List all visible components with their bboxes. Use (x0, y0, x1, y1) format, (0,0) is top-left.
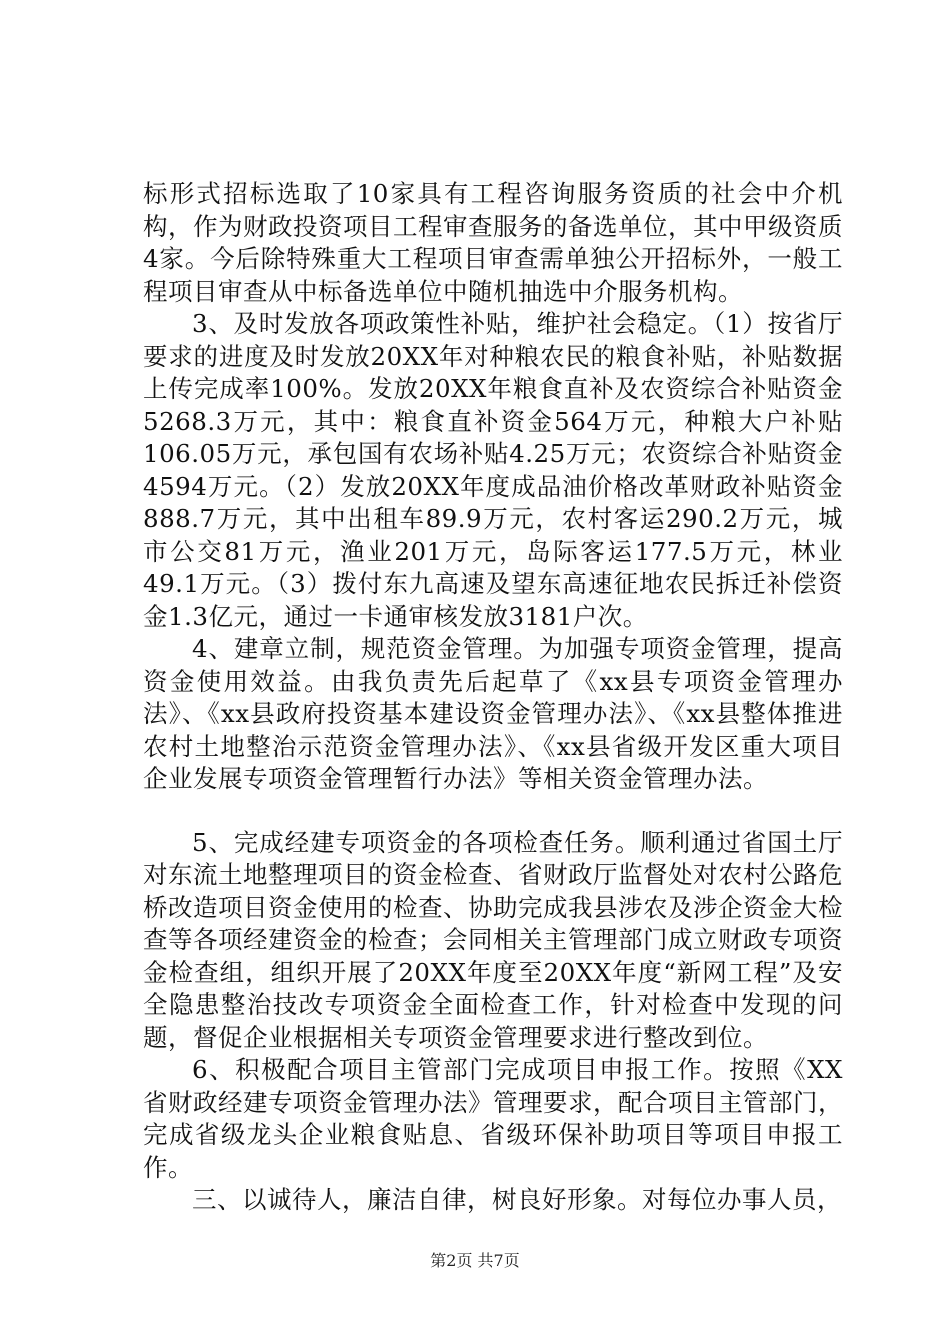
paragraph-continuation: 标形式招标选取了10家具有工程咨询服务资质的社会中介机构，作为财政投资项目工程审查服务的备选单位，其中甲级资质4家。今后除特殊重大工程项目审查需单独公开招标外，一般工程项目审查从中标备选单位中随机抽选中介服务机构。 (143, 179, 843, 306)
page-number-footer: 第2页 共7页 (430, 1251, 520, 1270)
paragraph-section-3: 三、以诚待人，廉洁自律，树良好形象。对每位办事人员， (192, 1185, 842, 1214)
paragraph-item-3: 3、及时发放各项政策性补贴，维护社会稳定。（1）按省厅要求的进度及时发放20XX年对种粮农民的粮食补贴，补贴数据上传完成率100%。发放20XX年粮食直补及农资综合补贴资金5268.3万元，其中：粮食直补资金564万元，种粮大户补贴106.05万元，承包国有农场补贴4.25万元；农资综合补贴资金4594万元。（2）发放20XX年度成品油价格改革财政补贴资金888.7万元，其中出租车89.9万元，农村客运290.2万元，城市公交81万元，渔业201万元，岛际客运177.5万元，林业49.1万元。（3）拨付东九高速及望东高速征地农民拆迁补偿资金1.3亿元，通过一卡通审核发放3181户次。 (143, 309, 843, 631)
paragraph-item-6: 6、积极配合项目主管部门完成项目申报工作。按照《XX省财政经建专项资金管理办法》管理要求，配合项目主管部门，完成省级龙头企业粮食贴息、省级环保补助项目等项目申报工作。 (143, 1055, 843, 1182)
document-body (143, 178, 843, 1217)
paragraph-item-4: 4、建章立制，规范资金管理。为加强专项资金管理，提高资金使用效益。由我负责先后起草了《xx县专项资金管理办法》、《xx县政府投资基本建设资金管理办法》、《xx县整体推进农村土地整治示范资金管理办法》、《xx县省级开发区重大项目企业发展专项资金管理暂行办法》等相关资金管理办法。 (143, 634, 843, 793)
paragraph-item-5: 5、完成经建专项资金的各项检查任务。顺利通过省国土厅对东流土地整理项目的资金检查、省财政厅监督处对农村公路危桥改造项目资金使用的检查、协助完成我县涉农及涉企资金大检查等各项经建资金的检查；会同相关主管理部门成立财政专项资金检查组，组织开展了20XX年度至20XX年度“新网工程”及安全隐患整治技改专项资金全面检查工作，针对检查中发现的问题，督促企业根据相关专项资金管理要求进行整改到位。 (143, 827, 843, 1052)
